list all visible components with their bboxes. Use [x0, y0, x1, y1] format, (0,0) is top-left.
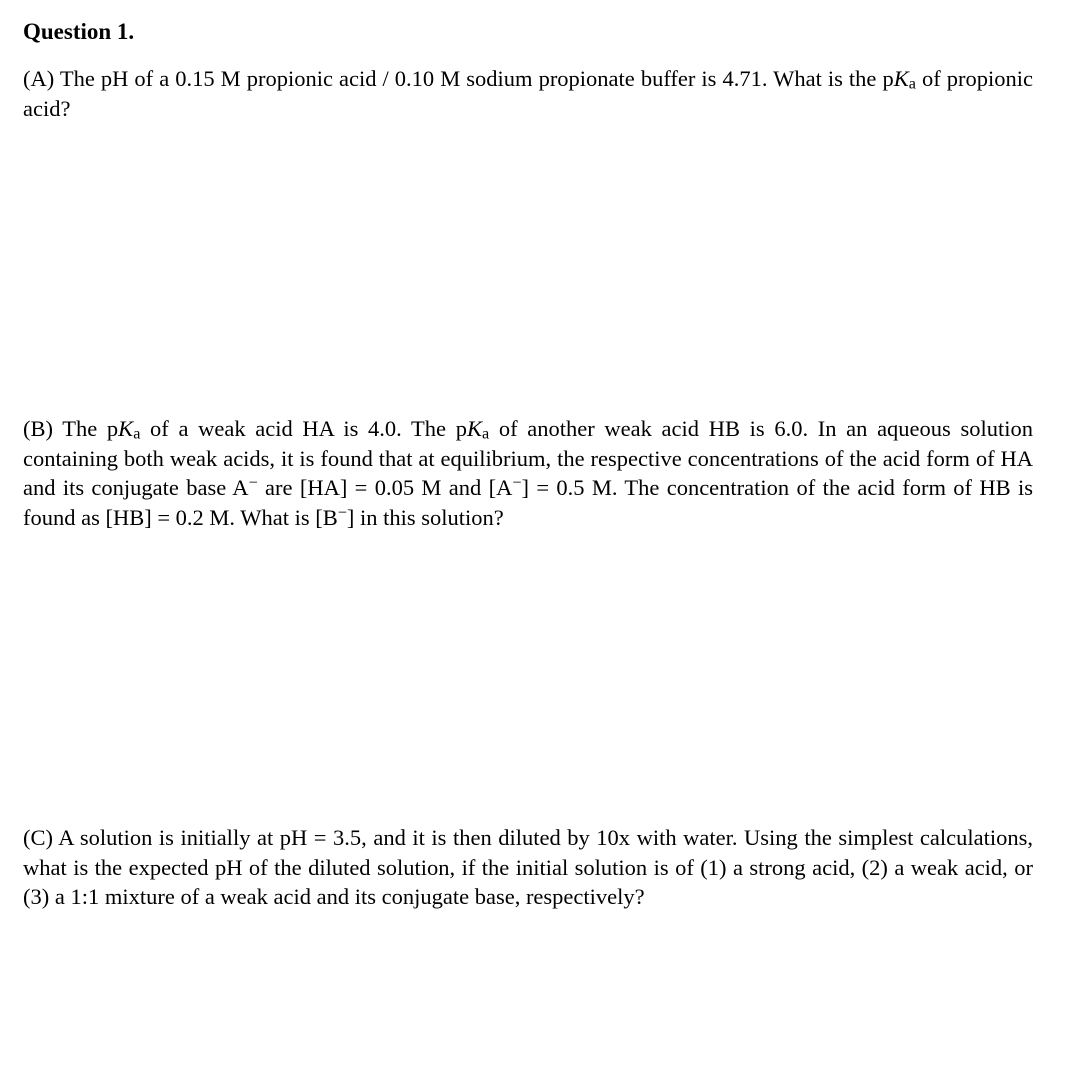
- ka-symbol-2: K: [466, 416, 482, 441]
- question-part-c: (C) A solution is initially at pH = 3.5, and it is then diluted by 10x with water. Using the simplest calculations, what is the expected pH of the diluted solution, if the initial solution is of (1) a strong acid, (2) a weak acid, or (3) a 1:1 mixture of a weak acid and its conjugate base, respectively?: [23, 825, 1033, 910]
- question-title: Question 1.: [23, 19, 135, 44]
- part-b-text-1: (B) The p: [23, 416, 119, 441]
- part-b-text-3: of another weak acid HB is 6.0. In an aqueous solution containing both weak acids, it is found that at equilibrium, the respective concentrations of the acid form of HA and its conjugate base A: [23, 416, 1033, 501]
- ka-symbol-1: K: [118, 416, 134, 441]
- part-a-text-2: of propionic acid?: [23, 66, 1033, 121]
- ka-symbol: K: [893, 66, 909, 91]
- part-b-text-5: ] = 0.5 M. The concentration of the acid form of HB is found as [HB] = 0.2 M. What is [B: [23, 475, 1033, 530]
- minus-superscript-3: −: [337, 503, 347, 522]
- ka-subscript: a: [908, 74, 916, 93]
- minus-superscript-1: −: [248, 473, 258, 492]
- ka-subscript-2: a: [481, 424, 490, 443]
- ka-subscript-1: a: [133, 424, 141, 443]
- part-b-text-2: of a weak acid HA is 4.0. The p: [140, 416, 467, 441]
- part-b-text-4: are [HA] = 0.05 M and [A: [257, 475, 513, 501]
- part-a-text-1: (A) The pH of a 0.15 M propionic acid / 0.10 M sodium propionate buffer is 4.71. What is the p: [23, 66, 894, 91]
- part-b-text-6: ] in this solution?: [346, 504, 504, 530]
- question-part-a: [23, 64, 1033, 123]
- minus-superscript-2: −: [512, 473, 522, 492]
- question-part-b: [23, 414, 1033, 532]
